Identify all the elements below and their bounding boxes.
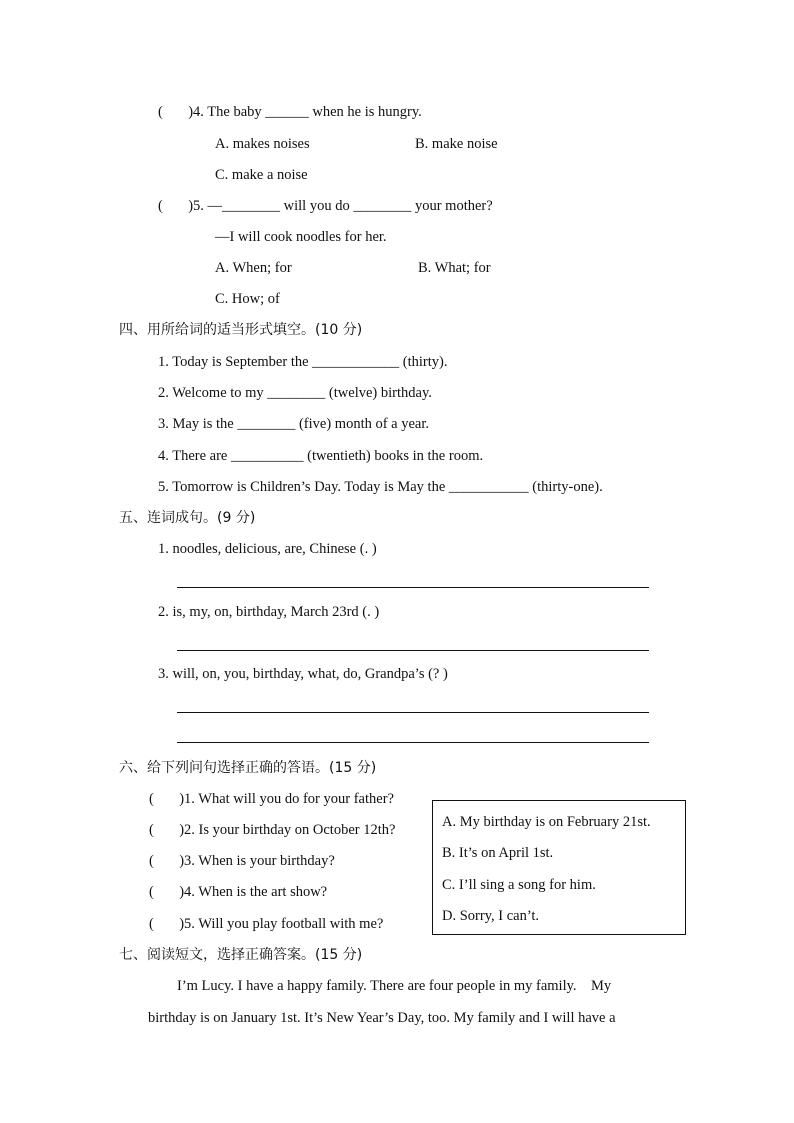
sentence-item-3: 3. will, on, you, birthday, what, do, Grandpa’s (? ) (158, 666, 448, 682)
reading-paragraph-line-1: I’m Lucy. I have a happy family. There are four people in my family. My (177, 978, 612, 994)
answer-line-2[interactable] (177, 650, 649, 651)
fill-item-5: 5. Tomorrow is Children’s Day. Today is May the ___________ (thirty-one). (158, 479, 603, 495)
section-6-title: 六、给下列问句选择正确的答语。(15 分) (119, 760, 377, 776)
fill-item-2: 2. Welcome to my ________ (twelve) birthday. (158, 385, 432, 401)
question-4-stem: ( )4. The baby ______ when he is hungry. (158, 104, 422, 120)
answer-line-4[interactable] (177, 742, 649, 743)
question-5-stem: ( )5. —________ will you do ________ your mother? (158, 198, 493, 214)
question-4-option-c: C. make a noise (215, 167, 308, 183)
sentence-item-1: 1. noodles, delicious, are, Chinese (. ) (158, 541, 377, 557)
fill-item-3: 3. May is the ________ (five) month of a year. (158, 416, 430, 432)
match-question-3: ( )3. When is your birthday? (149, 853, 335, 869)
answer-option-c: C. I’ll sing a song for him. (442, 877, 596, 893)
question-4-option-b: B. make noise (415, 136, 498, 152)
answer-line-1[interactable] (177, 587, 649, 588)
sentence-item-2: 2. is, my, on, birthday, March 23rd (. ) (158, 604, 380, 620)
fill-item-1: 1. Today is September the ____________ (thirty). (158, 354, 448, 370)
match-question-5: ( )5. Will you play football with me? (149, 916, 384, 932)
answer-option-d: D. Sorry, I can’t. (442, 908, 540, 924)
match-question-4: ( )4. When is the art show? (149, 884, 328, 900)
question-4-option-a: A. makes noises (215, 136, 310, 152)
section-7-title: 七、阅读短文，选择正确答案。(15 分) (119, 947, 363, 963)
fill-item-4: 4. There are __________ (twentieth) books in the room. (158, 448, 484, 464)
question-5-option-b: B. What; for (418, 260, 491, 276)
answer-line-3[interactable] (177, 712, 649, 713)
question-5-option-c: C. How; of (215, 291, 280, 307)
answer-option-b: B. It’s on April 1st. (442, 845, 554, 861)
question-5-option-a: A. When; for (215, 260, 292, 276)
match-question-1: ( )1. What will you do for your father? (149, 791, 394, 807)
section-5-title: 五、连词成句。(9 分) (119, 510, 256, 526)
answer-option-a: A. My birthday is on February 21st. (442, 814, 651, 830)
match-question-2: ( )2. Is your birthday on October 12th? (149, 822, 396, 838)
section-4-title: 四、用所给词的适当形式填空。(10 分) (119, 322, 363, 338)
question-5-reply: —I will cook noodles for her. (215, 229, 387, 245)
reading-paragraph-line-2: birthday is on January 1st. It’s New Year’s Day, too. My family and I will have a (148, 1010, 616, 1026)
